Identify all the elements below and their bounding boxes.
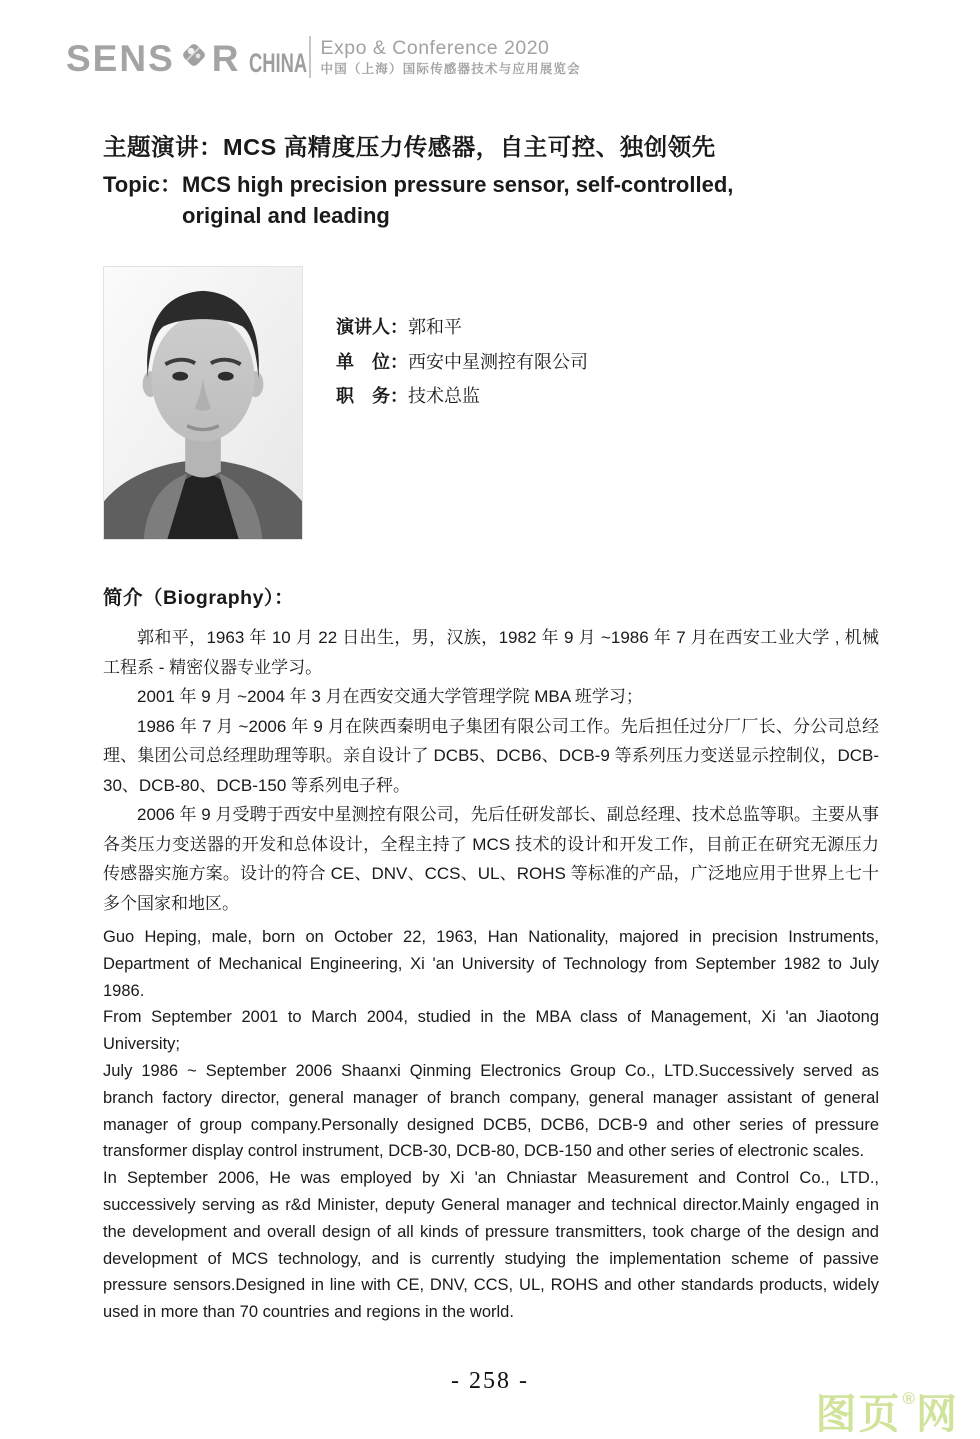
watermark-text-left: 图页 bbox=[815, 1391, 902, 1437]
speaker-org-row bbox=[336, 352, 588, 374]
watermark-logo bbox=[815, 1390, 959, 1435]
speaker-photo bbox=[103, 266, 303, 540]
logo-text-r: R bbox=[211, 37, 241, 79]
sensor-gem-icon bbox=[177, 38, 211, 77]
bio-en-paragraph-3: July 1986 ~ September 2006 Shaanxi Qinming Electronics Group Co., LTD.Successively served as branch factory director, general manager of branch company, general manager assistant of general manager of group company.Personally designed DCB5, DCB6, DCB-9 and other series of pressure transformer display control instrument, DCB-30, DCB-80, DCB-150 and other series of electronic scales. bbox=[103, 1061, 879, 1161]
speaker-name-label: 演讲人： bbox=[336, 317, 408, 337]
biography-heading: 简介（Biography）： bbox=[103, 587, 295, 609]
logo-tagline-zh: 中国（上海）国际传感器技术与应用展览会 bbox=[320, 62, 581, 77]
logo-taglines bbox=[321, 38, 581, 78]
bio-en-paragraph-1: Guo Heping, male, born on October 22, 1963, Han Nationality, majored in precision Instruments, Department of Mechanical Engineering, Xi 'an University of Technology from September 1982 to July 1986. bbox=[103, 928, 879, 1000]
speaker-title-label: 职 务： bbox=[336, 386, 408, 407]
talk-title-en bbox=[103, 170, 893, 230]
watermark-text-right: 网 bbox=[916, 1391, 959, 1437]
topic-line-1: MCS high precision pressure sensor, self-controlled, bbox=[182, 172, 734, 198]
logo-divider bbox=[309, 36, 311, 78]
biography-english bbox=[103, 924, 879, 1326]
talk-title-zh: 主题演讲：MCS 高精度压力传感器，自主可控、独创领先 bbox=[103, 134, 716, 160]
biography-chinese bbox=[103, 623, 879, 918]
sensor-china-logo bbox=[66, 36, 581, 78]
topic-label: Topic： bbox=[103, 172, 183, 198]
speaker-name-value: 郭和平 bbox=[408, 317, 462, 337]
speaker-title-value: 技术总监 bbox=[408, 386, 480, 407]
speaker-name-row bbox=[336, 317, 588, 339]
logo-tagline-en: Expo & Conference 2020 bbox=[320, 36, 550, 59]
title-block bbox=[103, 133, 893, 231]
bio-zh-paragraph-4: 2006 年 9 月受聘于西安中星测控有限公司，先后任研发部长、副总经理、技术总监等职。主要从事各类压力变送器的开发和总体设计，全程主持了 MCS 技术的设计和开发工作，目前正在研究无源压力传感器实施方案。设计的符合 CE、DNV、CCS、UL、ROHS 等标准的产品，广泛地应用于世界上七十多个国家和地区。 bbox=[103, 805, 879, 913]
logo-text-sens: SENS bbox=[66, 37, 175, 79]
speaker-org-value: 西安中星测控有限公司 bbox=[408, 351, 588, 372]
bio-en-paragraph-2: From September 2001 to March 2004, studied in the MBA class of Management, Xi 'an Jiaotong University; bbox=[103, 1008, 879, 1054]
speaker-org-label: 单 位： bbox=[336, 351, 408, 372]
page-number: - 258 - bbox=[451, 1368, 529, 1394]
bio-zh-paragraph-1: 郭和平，1963 年 10 月 22 日出生，男，汉族，1982 年 9 月 ~1986 年 7 月在西安工业大学 , 机械工程系 - 精密仪器专业学习。 bbox=[103, 628, 879, 677]
speaker-title-row bbox=[336, 386, 588, 408]
registered-mark-icon: ® bbox=[902, 1389, 915, 1408]
bio-en-paragraph-4: In September 2006, He was employed by Xi 'an Chniastar Measurement and Control Co., LTD., successively serving as r&d Minister, deputy General manager and technical director.Mainly engaged in the development and overall design of all kinds of pressure transmitters, took charge of the design and development of MCS technology, and is currently studying the implementation scheme of passive pressure sensors.Designed in line with CE, DNV, CCS, UL, ROHS and other standards products, widely used in more than 70 countries and regions in the world. bbox=[103, 1169, 879, 1322]
bio-zh-paragraph-2: 2001 年 9 月 ~2004 年 3 月在西安交通大学管理学院 MBA 班学习； bbox=[137, 687, 643, 706]
topic-lines bbox=[182, 170, 893, 230]
topic-line-2: original and leading bbox=[182, 202, 390, 228]
logo-wordmark bbox=[66, 38, 241, 78]
speaker-info bbox=[336, 317, 588, 421]
bio-zh-paragraph-3: 1986 年 7 月 ~2006 年 9 月在陕西秦明电子集团有限公司工作。先后担任过分厂厂长、分公司总经理、集团公司总经理助理等职。亲自设计了 DCB5、DCB6、DCB-9 等系列压力变送显示控制仪，DCB-30、DCB-80、DCB-150 等系列电子秤。 bbox=[103, 716, 879, 795]
logo-text-china: CHINA bbox=[248, 48, 307, 78]
